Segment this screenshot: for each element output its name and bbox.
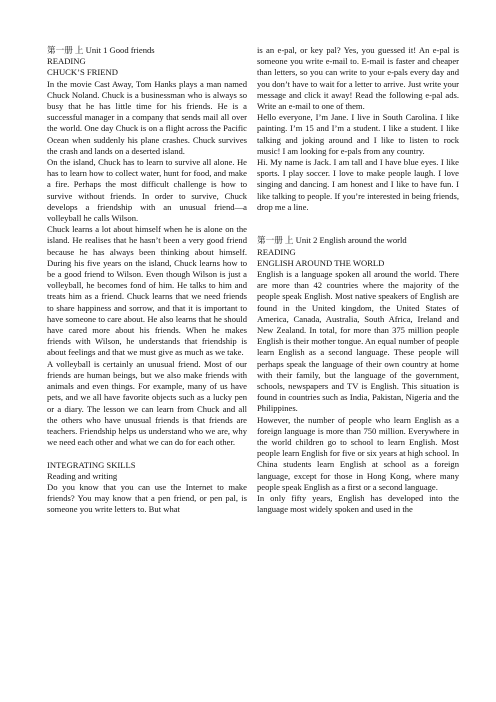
spacer — [47, 448, 247, 459]
epal-ad-jane: Hello everyone, I’m Jane. I live in South Carolina. I like painting. I’m 15 and I’m a student. I like a student. I like talking and joking around and I like to listen to rock music! I am looking for e-pals from any country. — [257, 112, 459, 156]
paragraph: is an e-pal, or key pal? Yes, you guessed it! An e-pal is someone you write e-mail to. E-mail is faster and cheaper than letters, so you can write to your e-pals every day and you don’t have to wait for a letter to arrive. Just write your message and click it away! Read the following e-pal ads. Write an e-mail to one of them. — [257, 45, 459, 112]
paragraph: Chuck learns a lot about himself when he is alone on the island. He realises that he hasn’t been a very good friend because he has always been thinking about himself. During his five years on the island, Chuck learns how to be a good friend to Wilson. Even though Wilson is just a volleyball, he becomes fond of him. He talks to him and treats him as a friend. Chuck learns that we need friends to share happiness and sorrow, and that it is important to have someone to care about. He also learns that he should have cared more about his friends. When he makes friends with Wilson, he understands that friendship is about feelings and that we must give as much as we take. — [47, 224, 247, 358]
spacer — [257, 213, 459, 224]
reading-label: READING — [257, 246, 296, 257]
paragraph: On the island, Chuck has to learn to survive all alone. He has to learn how to collect water, hunt for food, and make a fire. Perhaps the most difficult challenge is how to survive without friends. In order to survive, Chuck develops a friendship with an unusual friend—a volleyball he calls Wilson. — [47, 157, 247, 224]
unit2-header: 第一册 上 Unit 2 English around the world — [257, 235, 407, 246]
paragraph: Do you know that you can use the Internet to make friends? You may know that a pen friend, or pen pal, is someone you write letters to. But what — [47, 481, 247, 515]
article-title: CHUCK’S FRIEND — [47, 67, 118, 78]
left-column — [47, 45, 247, 516]
reading-label: READING — [47, 56, 86, 67]
right-column — [257, 45, 459, 516]
integrating-skills-label: INTEGRATING SKILLS — [47, 459, 136, 470]
paragraph: English is a language spoken all around the world. There are more than 42 countries where the majority of the people speak English. Most native speakers of English are found in the United kingdom, the United States of America, Canada, Australia, South Africa, Ireland and New Zealand. In total, for more than 375 million people English is their mother tongue. An equal number of people learn English as a second language. These people will perhaps speak the language of their own country at home with their family, but the language of the government, schools, newspapers and TV is English. This situation is found in countries such as India, Pakistan, Nigeria and the Philippines. — [257, 269, 459, 414]
spacer — [257, 224, 459, 235]
paragraph: In the movie Cast Away, Tom Hanks plays a man named Chuck Noland. Chuck is a businessman who is always so busy that he has little time for his friends. He is a successful manager in a company that sends mail all over the world. One day Chuck is on a flight across the Pacific Ocean when suddenly his plane crashes. Chuck survives the crash and lands on a deserted island. — [47, 78, 247, 156]
paragraph: In only fifty years, English has developed into the language most widely spoken and used in the — [257, 493, 459, 515]
article-title: ENGLISH AROUND THE WORLD — [257, 257, 385, 268]
paragraph: However, the number of people who learn English as a foreign language is more than 750 million. Everywhere in the world children go to school to learn English. Most people learn English for five or six years at high school. In China students learn English at school as a foreign language, except for those in Hong Kong, where many people speak English as a first or a second language. — [257, 414, 459, 492]
paragraph: A volleyball is certainly an unusual friend. Most of our friends are human beings, but we also make friends with animals and even things. For example, many of us have pets, and we all have favorite objects such as a lucky pen or a diary. The lesson we can learn from Chuck and all the others who have unusual friends is that friends are teachers. Friendship helps us understand who we are, why we need each other and what we can do for each other. — [47, 358, 247, 448]
epal-ad-jack: Hi. My name is Jack. I am tall and I have blue eyes. I like sports. I play soccer. I love to make people laugh. I love singing and dancing. I am honest and I like to have fun. I like talking to people. If you’re interested in being friends, drop me a line. — [257, 157, 459, 212]
unit1-header: 第一册 上 Unit 1 Good friends — [47, 45, 155, 55]
reading-writing-label: Reading and writing — [47, 470, 118, 481]
